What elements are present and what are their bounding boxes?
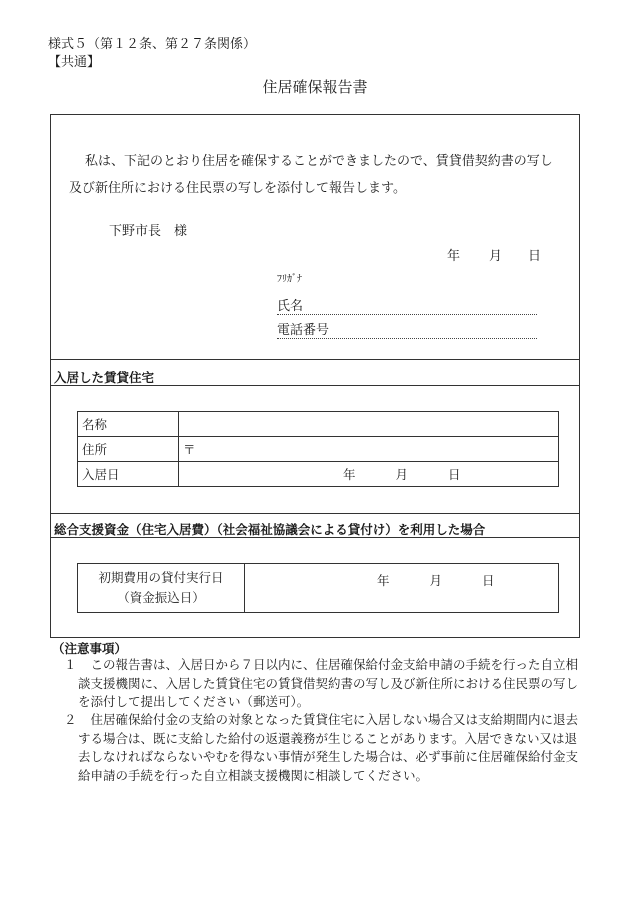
divider [51, 513, 579, 514]
table-row [78, 462, 559, 487]
divider [51, 359, 579, 360]
table-row [78, 412, 559, 437]
intro-line-2: 及び新住所における住民票の写しを添付して報告します。 [69, 181, 406, 196]
divider [51, 537, 579, 538]
move-in-day: 日 [448, 467, 461, 482]
move-in-date-label: 入居日 [78, 462, 179, 487]
date-year: 年 [447, 249, 461, 264]
note-number: １ [64, 657, 77, 672]
addressee: 下野市長 様 [109, 224, 188, 239]
section2-heading: 総合支援資金（住宅入居費）（社会福祉協議会による貸付け）を利用した場合 [54, 522, 486, 537]
loan-date-label-line2: （資金振込日） [117, 590, 205, 605]
loan-date-field[interactable] [245, 564, 559, 613]
loan-date-label-line1: 初期費用の貸付実行日 [98, 570, 224, 585]
note-item [64, 656, 588, 712]
table-row [78, 564, 559, 613]
loan-day: 日 [482, 573, 495, 588]
table-row [78, 437, 559, 462]
rental-housing-table [77, 411, 559, 487]
name-label: 氏名 [277, 299, 304, 314]
name-field[interactable] [277, 295, 537, 315]
housing-name-label: 名称 [78, 412, 179, 437]
phone-label: 電話番号 [277, 323, 330, 338]
report-date [447, 245, 541, 264]
postal-mark: 〒 [183, 442, 196, 457]
page-title: 住居確保報告書 [262, 78, 368, 96]
note-text: 住居確保給付金の支給の対象となった賃貸住宅に入居しない場合又は支給期間内に退去する場合は、既に支給した給付の返還義務が生じることがあります。入居できない又は退去しなければならないやむを得ない事情が発生した場合は、必ず事前に住居確保給付金支給申請の手続を行った自立相談支援機関に相談してください。 [78, 712, 579, 783]
intro-line-1: 私は、下記のとおり住居を確保することができましたので、賃貸借契約書の写し [85, 154, 553, 169]
divider [51, 385, 579, 386]
date-month: 月 [489, 249, 503, 264]
form-category: 【共通】 [48, 55, 101, 70]
housing-address-field[interactable] [179, 437, 559, 462]
housing-address-label: 住所 [78, 437, 179, 462]
note-text: この報告書は、入居日から７日以内に、住居確保給付金支給申請の手続を行った自立相談支援機関に、入居した賃貸住宅の賃貸借契約書の写し及び新住所における住民票の写しを添付して提出してください（郵送可）。 [78, 657, 579, 709]
date-day: 日 [528, 249, 542, 264]
move-in-month: 月 [395, 467, 409, 482]
furigana-label: ﾌﾘｶﾞﾅ [277, 274, 302, 285]
move-in-date-field[interactable] [179, 462, 559, 487]
note-item [64, 711, 588, 785]
notes-heading: （注意事項） [52, 641, 128, 656]
loan-date-table [77, 563, 559, 613]
form-number: 様式５（第１２条、第２７条関係） [48, 37, 257, 52]
loan-month: 月 [429, 573, 443, 588]
phone-field[interactable] [277, 319, 537, 339]
section1-heading: 入居した賃貸住宅 [54, 370, 155, 385]
loan-date-label [78, 564, 245, 613]
loan-year: 年 [377, 573, 390, 588]
move-in-year: 年 [343, 467, 356, 482]
note-number: ２ [64, 712, 77, 727]
report-form [50, 114, 580, 638]
housing-name-field[interactable] [179, 412, 559, 437]
